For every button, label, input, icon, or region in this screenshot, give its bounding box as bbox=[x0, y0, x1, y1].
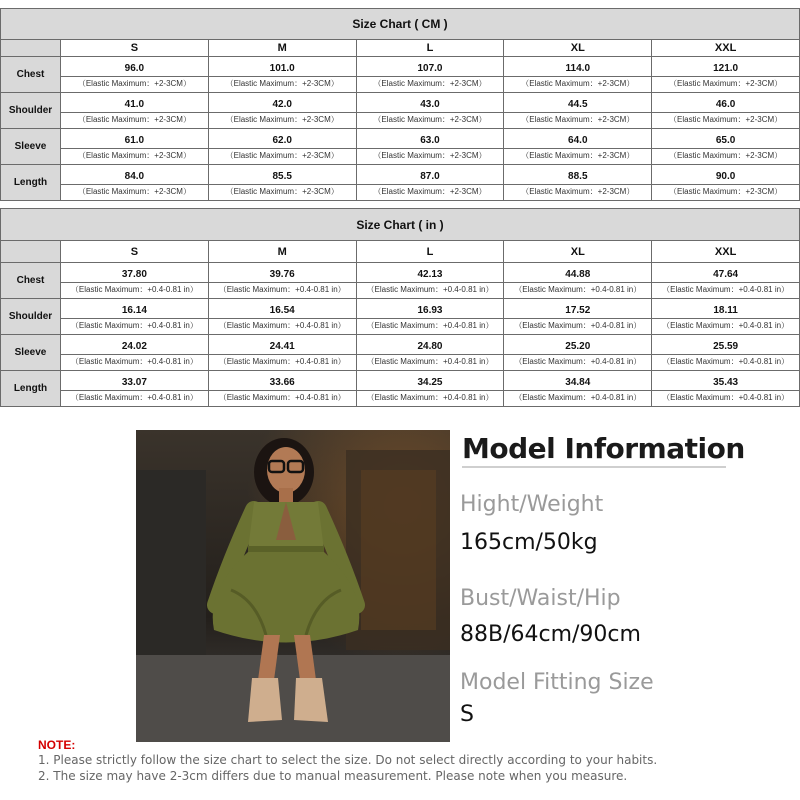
elastic-note: （Elastic Maximum：+0.4-0.81 in） bbox=[218, 284, 346, 294]
measurement-value: 101.0 bbox=[209, 59, 356, 77]
size-cell bbox=[504, 57, 652, 93]
bust-waist-hip-label: Bust/Waist/Hip bbox=[460, 586, 621, 611]
measurement-value: 88.5 bbox=[504, 167, 651, 185]
elastic-note: （Elastic Maximum：+2-3CM） bbox=[77, 78, 191, 88]
elastic-note: （Elastic Maximum：+2-3CM） bbox=[669, 114, 783, 124]
model-info-title: Model Information bbox=[462, 432, 745, 465]
row-label: Chest bbox=[1, 57, 61, 93]
measurement-value: 18.11 bbox=[652, 301, 799, 319]
elastic-note: （Elastic Maximum：+0.4-0.81 in） bbox=[662, 284, 790, 294]
measurement-value: 87.0 bbox=[357, 167, 504, 185]
size-cell bbox=[652, 263, 800, 299]
measurement-value: 34.25 bbox=[357, 373, 504, 391]
elastic-note: （Elastic Maximum：+2-3CM） bbox=[373, 150, 487, 160]
size-header: S bbox=[61, 241, 209, 263]
size-cell bbox=[61, 371, 209, 407]
measurement-value: 114.0 bbox=[504, 59, 651, 77]
size-header: XL bbox=[504, 241, 652, 263]
row-label: Length bbox=[1, 371, 61, 407]
elastic-note: （Elastic Maximum：+0.4-0.81 in） bbox=[218, 320, 346, 330]
measurement-value: 42.13 bbox=[357, 265, 504, 283]
fitting-size-value: S bbox=[460, 702, 474, 727]
elastic-note: （Elastic Maximum：+0.4-0.81 in） bbox=[218, 356, 346, 366]
size-cell bbox=[208, 57, 356, 93]
size-cell bbox=[61, 165, 209, 201]
size-cell bbox=[652, 57, 800, 93]
row-label: Length bbox=[1, 165, 61, 201]
size-cell bbox=[208, 129, 356, 165]
measurement-value: 25.59 bbox=[652, 337, 799, 355]
elastic-note: （Elastic Maximum：+2-3CM） bbox=[521, 150, 635, 160]
measurement-value: 85.5 bbox=[209, 167, 356, 185]
size-cell bbox=[356, 165, 504, 201]
table-row bbox=[1, 165, 800, 201]
elastic-note: （Elastic Maximum：+2-3CM） bbox=[669, 78, 783, 88]
elastic-note: （Elastic Maximum：+2-3CM） bbox=[225, 78, 339, 88]
size-header: XXL bbox=[652, 241, 800, 263]
table-row bbox=[1, 263, 800, 299]
elastic-note: （Elastic Maximum：+2-3CM） bbox=[77, 114, 191, 124]
size-cell bbox=[61, 129, 209, 165]
size-header: XXL bbox=[652, 40, 800, 57]
size-cell bbox=[208, 299, 356, 335]
size-cell bbox=[504, 371, 652, 407]
elastic-note: （Elastic Maximum：+2-3CM） bbox=[225, 186, 339, 196]
size-cell bbox=[652, 93, 800, 129]
corner-cell bbox=[1, 40, 61, 57]
note-heading: NOTE: bbox=[38, 738, 76, 752]
elastic-note: （Elastic Maximum：+2-3CM） bbox=[77, 150, 191, 160]
size-cell bbox=[356, 371, 504, 407]
elastic-note: （Elastic Maximum：+0.4-0.81 in） bbox=[662, 320, 790, 330]
measurement-value: 47.64 bbox=[652, 265, 799, 283]
elastic-note: （Elastic Maximum：+0.4-0.81 in） bbox=[70, 320, 198, 330]
elastic-note: （Elastic Maximum：+0.4-0.81 in） bbox=[366, 356, 494, 366]
measurement-value: 41.0 bbox=[61, 95, 208, 113]
notes bbox=[38, 738, 778, 784]
elastic-note: （Elastic Maximum：+0.4-0.81 in） bbox=[662, 356, 790, 366]
size-cell bbox=[356, 335, 504, 371]
size-header: L bbox=[356, 40, 504, 57]
size-cell bbox=[356, 57, 504, 93]
size-cell bbox=[504, 335, 652, 371]
table-row bbox=[1, 335, 800, 371]
note-line: 1. Please strictly follow the size chart to select the size. Do not select directly according to your habits. bbox=[38, 753, 658, 767]
elastic-note: （Elastic Maximum：+2-3CM） bbox=[373, 114, 487, 124]
elastic-note: （Elastic Maximum：+2-3CM） bbox=[521, 114, 635, 124]
size-cell bbox=[356, 93, 504, 129]
elastic-note: （Elastic Maximum：+2-3CM） bbox=[521, 78, 635, 88]
size-cell bbox=[61, 299, 209, 335]
size-cell bbox=[652, 165, 800, 201]
measurement-value: 34.84 bbox=[504, 373, 651, 391]
size-header: M bbox=[208, 40, 356, 57]
size-cell bbox=[208, 93, 356, 129]
size-cell bbox=[356, 299, 504, 335]
size-cell bbox=[61, 263, 209, 299]
elastic-note: （Elastic Maximum：+0.4-0.81 in） bbox=[70, 356, 198, 366]
row-label: Shoulder bbox=[1, 93, 61, 129]
measurement-value: 43.0 bbox=[357, 95, 504, 113]
measurement-value: 39.76 bbox=[209, 265, 356, 283]
size-cell bbox=[61, 93, 209, 129]
table-row bbox=[1, 129, 800, 165]
measurement-value: 33.07 bbox=[61, 373, 208, 391]
row-label: Sleeve bbox=[1, 335, 61, 371]
measurement-value: 65.0 bbox=[652, 131, 799, 149]
measurement-value: 84.0 bbox=[61, 167, 208, 185]
measurement-value: 25.20 bbox=[504, 337, 651, 355]
elastic-note: （Elastic Maximum：+0.4-0.81 in） bbox=[514, 284, 642, 294]
size-cell bbox=[504, 93, 652, 129]
size-cell bbox=[504, 263, 652, 299]
measurement-value: 107.0 bbox=[357, 59, 504, 77]
measurement-value: 35.43 bbox=[652, 373, 799, 391]
elastic-note: （Elastic Maximum：+2-3CM） bbox=[669, 186, 783, 196]
size-header: L bbox=[356, 241, 504, 263]
table-row bbox=[1, 57, 800, 93]
elastic-note: （Elastic Maximum：+0.4-0.81 in） bbox=[70, 392, 198, 402]
measurement-value: 44.5 bbox=[504, 95, 651, 113]
elastic-note: （Elastic Maximum：+0.4-0.81 in） bbox=[218, 392, 346, 402]
elastic-note: （Elastic Maximum：+2-3CM） bbox=[521, 186, 635, 196]
size-cell bbox=[61, 335, 209, 371]
size-cell bbox=[504, 129, 652, 165]
elastic-note: （Elastic Maximum：+2-3CM） bbox=[225, 150, 339, 160]
measurement-value: 24.41 bbox=[209, 337, 356, 355]
size-cell bbox=[208, 335, 356, 371]
size-header: M bbox=[208, 241, 356, 263]
row-label: Sleeve bbox=[1, 129, 61, 165]
measurement-value: 24.80 bbox=[357, 337, 504, 355]
elastic-note: （Elastic Maximum：+2-3CM） bbox=[373, 78, 487, 88]
size-chart-cm-title: Size Chart ( CM ) bbox=[1, 9, 800, 40]
row-label: Shoulder bbox=[1, 299, 61, 335]
note-line: 2. The size may have 2-3cm differs due to manual measurement. Please note when you measure. bbox=[38, 769, 628, 783]
size-cell bbox=[61, 57, 209, 93]
size-cell bbox=[652, 129, 800, 165]
bust-waist-hip-value: 88B/64cm/90cm bbox=[460, 622, 641, 647]
measurement-value: 44.88 bbox=[504, 265, 651, 283]
measurement-value: 64.0 bbox=[504, 131, 651, 149]
elastic-note: （Elastic Maximum：+2-3CM） bbox=[373, 186, 487, 196]
size-cell bbox=[208, 263, 356, 299]
measurement-value: 61.0 bbox=[61, 131, 208, 149]
elastic-note: （Elastic Maximum：+2-3CM） bbox=[225, 114, 339, 124]
measurement-value: 121.0 bbox=[652, 59, 799, 77]
model-photo bbox=[136, 430, 450, 742]
size-chart-in-title: Size Chart ( in ) bbox=[1, 209, 800, 241]
measurement-value: 63.0 bbox=[357, 131, 504, 149]
measurement-value: 46.0 bbox=[652, 95, 799, 113]
fitting-size-label: Model Fitting Size bbox=[460, 670, 654, 695]
height-weight-label: Hight/Weight bbox=[460, 492, 604, 517]
elastic-note: （Elastic Maximum：+2-3CM） bbox=[669, 150, 783, 160]
model-illustration bbox=[136, 430, 450, 742]
corner-cell bbox=[1, 241, 61, 263]
measurement-value: 37.80 bbox=[61, 265, 208, 283]
elastic-note: （Elastic Maximum：+0.4-0.81 in） bbox=[366, 284, 494, 294]
size-cell bbox=[208, 165, 356, 201]
row-label: Chest bbox=[1, 263, 61, 299]
size-cell bbox=[356, 129, 504, 165]
size-cell bbox=[652, 371, 800, 407]
size-chart-in bbox=[0, 208, 800, 407]
measurement-value: 17.52 bbox=[504, 301, 651, 319]
size-cell bbox=[652, 299, 800, 335]
size-cell bbox=[504, 165, 652, 201]
table-row bbox=[1, 371, 800, 407]
measurement-value: 62.0 bbox=[209, 131, 356, 149]
measurement-value: 90.0 bbox=[652, 167, 799, 185]
measurement-value: 16.93 bbox=[357, 301, 504, 319]
measurement-value: 16.14 bbox=[61, 301, 208, 319]
table-row bbox=[1, 299, 800, 335]
elastic-note: （Elastic Maximum：+0.4-0.81 in） bbox=[70, 284, 198, 294]
elastic-note: （Elastic Maximum：+0.4-0.81 in） bbox=[662, 392, 790, 402]
size-header: XL bbox=[504, 40, 652, 57]
size-chart-cm bbox=[0, 8, 800, 201]
elastic-note: （Elastic Maximum：+0.4-0.81 in） bbox=[514, 392, 642, 402]
size-header: S bbox=[61, 40, 209, 57]
size-cell bbox=[504, 299, 652, 335]
size-cell bbox=[208, 371, 356, 407]
size-cell bbox=[652, 335, 800, 371]
elastic-note: （Elastic Maximum：+0.4-0.81 in） bbox=[366, 392, 494, 402]
measurement-value: 16.54 bbox=[209, 301, 356, 319]
title-divider bbox=[462, 466, 726, 468]
measurement-value: 24.02 bbox=[61, 337, 208, 355]
measurement-value: 33.66 bbox=[209, 373, 356, 391]
measurement-value: 96.0 bbox=[61, 59, 208, 77]
table-row bbox=[1, 93, 800, 129]
size-cell bbox=[356, 263, 504, 299]
elastic-note: （Elastic Maximum：+0.4-0.81 in） bbox=[366, 320, 494, 330]
elastic-note: （Elastic Maximum：+0.4-0.81 in） bbox=[514, 356, 642, 366]
measurement-value: 42.0 bbox=[209, 95, 356, 113]
height-weight-value: 165cm/50kg bbox=[460, 530, 598, 555]
elastic-note: （Elastic Maximum：+2-3CM） bbox=[77, 186, 191, 196]
elastic-note: （Elastic Maximum：+0.4-0.81 in） bbox=[514, 320, 642, 330]
